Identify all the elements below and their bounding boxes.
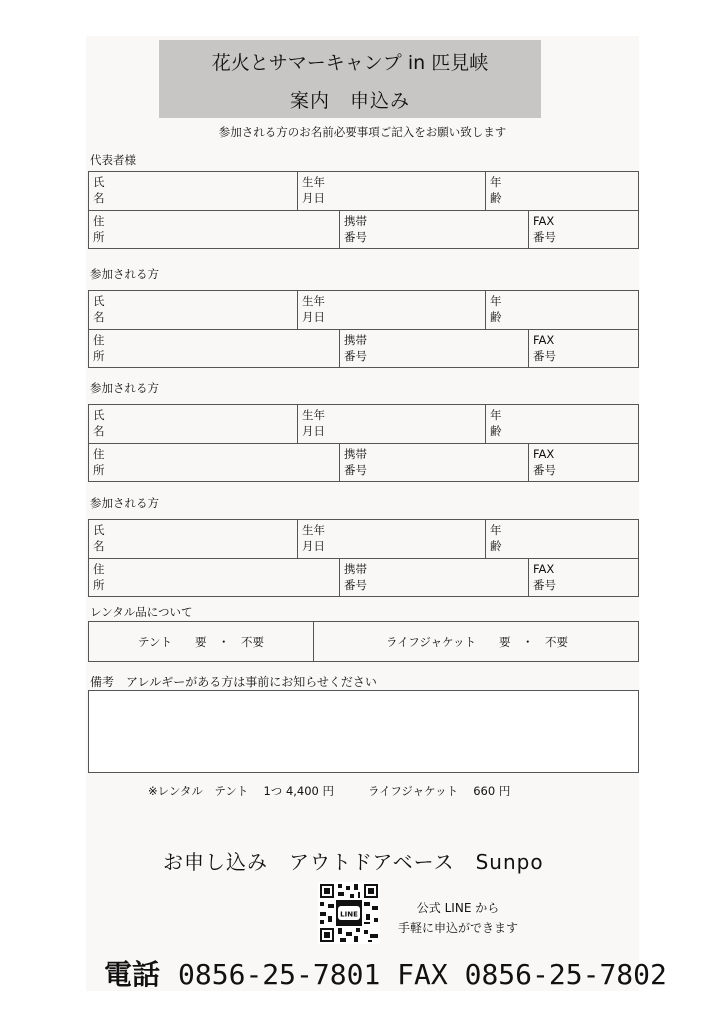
person-table bbox=[88, 519, 639, 597]
line-qr-code[interactable] bbox=[318, 882, 380, 944]
age-field-label: 年 齢 bbox=[490, 523, 502, 553]
tent-price: ※レンタル テント 1つ 4,400 円 bbox=[148, 784, 335, 798]
page-title: 花火とサマーキャンプ in 匹見峡 bbox=[211, 52, 489, 74]
age-field[interactable] bbox=[485, 172, 641, 210]
address-field-label: 住 所 bbox=[93, 562, 105, 592]
line-info-text: 公式 LINE から 手軽に申込ができます bbox=[398, 901, 519, 935]
qr-line-label: LINE bbox=[340, 910, 358, 919]
rental-box bbox=[88, 621, 639, 662]
mobile-field[interactable] bbox=[339, 444, 529, 482]
rental-price-note bbox=[148, 783, 510, 799]
birthdate-field[interactable] bbox=[297, 291, 486, 329]
organizer-line: お申し込み アウトドアベース Sunpo bbox=[163, 850, 544, 874]
mobile-field[interactable] bbox=[339, 330, 529, 368]
fax-field[interactable] bbox=[528, 330, 641, 368]
birthdate-field-label: 生年 月日 bbox=[302, 408, 325, 438]
name-field-label: 氏 名 bbox=[93, 408, 105, 438]
section-label: 参加される方 bbox=[90, 267, 159, 281]
instruction-text: 参加される方のお名前必要事項ご記入をお願い致します bbox=[218, 125, 507, 139]
mobile-field-label: 携帯 番号 bbox=[344, 447, 367, 477]
address-field[interactable] bbox=[89, 211, 339, 249]
notes-field[interactable] bbox=[88, 690, 639, 773]
rental-section-label: レンタル品について bbox=[90, 605, 193, 619]
address-field[interactable] bbox=[89, 559, 339, 597]
title-banner bbox=[159, 40, 541, 118]
birthdate-field[interactable] bbox=[297, 172, 486, 210]
age-field[interactable] bbox=[485, 520, 641, 558]
person-table bbox=[88, 171, 639, 249]
age-field-label: 年 齢 bbox=[490, 408, 502, 438]
name-field-label: 氏 名 bbox=[93, 175, 105, 205]
birthdate-field[interactable] bbox=[297, 405, 486, 443]
birthdate-field[interactable] bbox=[297, 520, 486, 558]
notes-label: 備考 アレルギーがある方は事前にお知らせください bbox=[90, 675, 377, 689]
address-field[interactable] bbox=[89, 330, 339, 368]
name-field[interactable] bbox=[89, 520, 297, 558]
lifejacket-price: ライフジャケット 660 円 bbox=[368, 784, 511, 798]
person-table bbox=[88, 404, 639, 482]
tent-rental-option[interactable]: テント 要 ・ 不要 bbox=[138, 635, 264, 649]
age-field[interactable] bbox=[485, 291, 641, 329]
fax-field-label: FAX 番号 bbox=[533, 562, 556, 592]
fax-field-label: FAX 番号 bbox=[533, 333, 556, 363]
phone-label: 電話 bbox=[104, 958, 161, 991]
address-field-label: 住 所 bbox=[93, 214, 105, 244]
section-label: 代表者様 bbox=[90, 153, 136, 167]
mobile-field[interactable] bbox=[339, 211, 529, 249]
name-field[interactable] bbox=[89, 172, 297, 210]
birthdate-field-label: 生年 月日 bbox=[302, 523, 325, 553]
section-label: 参加される方 bbox=[90, 496, 159, 510]
age-field-label: 年 齢 bbox=[490, 175, 502, 205]
name-field[interactable] bbox=[89, 405, 297, 443]
phone-fax-line bbox=[104, 953, 667, 993]
fax-field[interactable] bbox=[528, 559, 641, 597]
name-field-label: 氏 名 bbox=[93, 294, 105, 324]
mobile-field[interactable] bbox=[339, 559, 529, 597]
page-subtitle: 案内 申込み bbox=[289, 90, 410, 112]
age-field-label: 年 齢 bbox=[490, 294, 502, 324]
birthdate-field-label: 生年 月日 bbox=[302, 175, 325, 205]
age-field[interactable] bbox=[485, 405, 641, 443]
name-field-label: 氏 名 bbox=[93, 523, 105, 553]
name-field[interactable] bbox=[89, 291, 297, 329]
fax-field-label: FAX 番号 bbox=[533, 214, 556, 244]
fax-field-label: FAX 番号 bbox=[533, 447, 556, 477]
address-field-label: 住 所 bbox=[93, 333, 105, 363]
birthdate-field-label: 生年 月日 bbox=[302, 294, 325, 324]
phone-fax-numbers: 0856-25-7801 FAX 0856-25-7802 bbox=[178, 958, 667, 991]
lifejacket-rental-option[interactable]: ライフジャケット 要 ・ 不要 bbox=[313, 622, 640, 661]
mobile-field-label: 携帯 番号 bbox=[344, 562, 367, 592]
address-field[interactable] bbox=[89, 444, 339, 482]
fax-field[interactable] bbox=[528, 444, 641, 482]
address-field-label: 住 所 bbox=[93, 447, 105, 477]
mobile-field-label: 携帯 番号 bbox=[344, 214, 367, 244]
mobile-field-label: 携帯 番号 bbox=[344, 333, 367, 363]
section-label: 参加される方 bbox=[90, 381, 159, 395]
fax-field[interactable] bbox=[528, 211, 641, 249]
person-table bbox=[88, 290, 639, 368]
